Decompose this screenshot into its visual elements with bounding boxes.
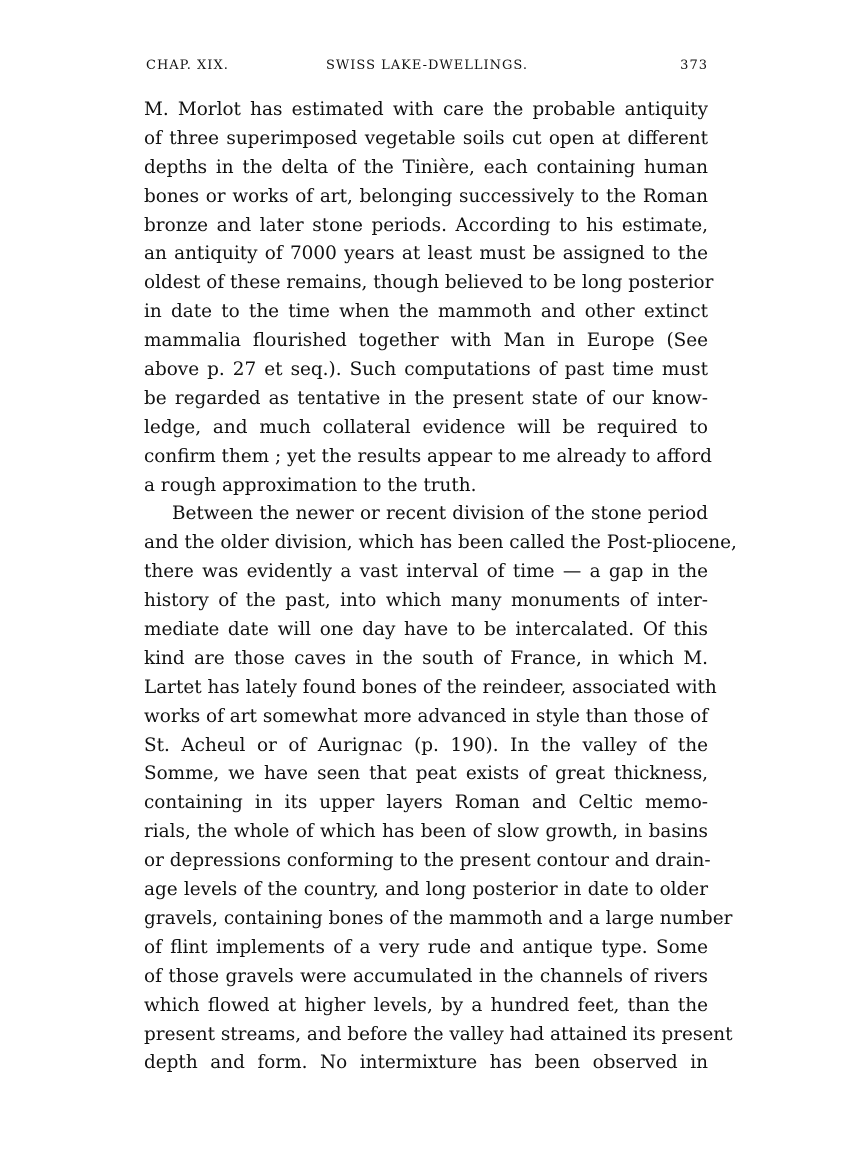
- text-line: age levels of the country, and long posterior in date to older: [144, 879, 708, 901]
- text-line: in date to the time when the mammoth and other extinct: [144, 301, 708, 323]
- text-line: above p. 27 et seq.). Such computations of past time must: [144, 359, 708, 381]
- text-line: containing in its upper layers Roman and Celtic memo-: [144, 792, 708, 814]
- text-line: history of the past, into which many monuments of inter-: [144, 590, 708, 612]
- text-line: of those gravels were accumulated in the channels of rivers: [144, 965, 708, 987]
- text-line: gravels, containing bones of the mammoth and a large number: [144, 907, 733, 929]
- text-line: St. Acheul or of Aurignac (p. 190). In the valley of the: [144, 734, 708, 756]
- text-line: present streams, and before the valley had attained its present: [144, 1023, 733, 1045]
- text-line: or depressions conforming to the present contour and drain-: [144, 850, 711, 872]
- text-line: M. Morlot has estimated with care the probable antiquity: [144, 99, 708, 120]
- text-line: there was evidently a vast interval of time — a gap in the: [144, 561, 708, 583]
- text-line: and the older division, which has been called the Post-pliocene,: [144, 532, 737, 554]
- text-line: mediate date will one day have to be intercalated. Of this: [144, 619, 708, 641]
- chapter-label: CHAP. XIX.: [146, 58, 229, 73]
- text-line: an antiquity of 7000 years at least must be assigned to the: [144, 243, 708, 265]
- text-line: works of art somewhat more advanced in style than those of: [144, 705, 708, 727]
- text-line: which flowed at higher levels, by a hundred feet, than the: [144, 994, 708, 1016]
- text-line: ledge, and much collateral evidence will be required to: [144, 416, 708, 438]
- page-number: 373: [680, 58, 708, 73]
- text-line: bones or works of art, belonging successively to the Roman: [144, 185, 708, 207]
- text-line: Between the newer or recent division of the stone period: [172, 503, 708, 525]
- text-line: Lartet has lately found bones of the reindeer, associated with: [144, 676, 717, 698]
- text-line: oldest of these remains, though believed to be long posterior: [144, 272, 714, 294]
- text-line: a rough approximation to the truth.: [144, 474, 477, 496]
- text-line: of three superimposed vegetable soils cut open at different: [144, 127, 708, 149]
- text-line: rials, the whole of which has been of slow growth, in basins: [144, 821, 708, 843]
- text-line: of flint implements of a very rude and antique type. Some: [144, 936, 708, 958]
- body-text: [144, 96, 737, 1078]
- text-line: bronze and later stone periods. According to his estimate,: [144, 214, 708, 236]
- running-title: SWISS LAKE-DWELLINGS.: [326, 58, 528, 73]
- text-line: depths in the delta of the Tinière, each containing human: [144, 156, 708, 178]
- text-line: confirm them ; yet the results appear to me already to afford: [144, 445, 712, 467]
- text-line: depth and form. No intermixture has been observed in: [144, 1052, 708, 1074]
- running-head: [146, 58, 708, 84]
- text-line: Somme, we have seen that peat exists of great thickness,: [144, 763, 708, 785]
- text-line: be regarded as tentative in the present state of our know-: [144, 387, 708, 409]
- text-line: kind are those caves in the south of France, in which M.: [144, 647, 708, 669]
- text-line: mammalia flourished together with Man in Europe (See: [144, 330, 708, 352]
